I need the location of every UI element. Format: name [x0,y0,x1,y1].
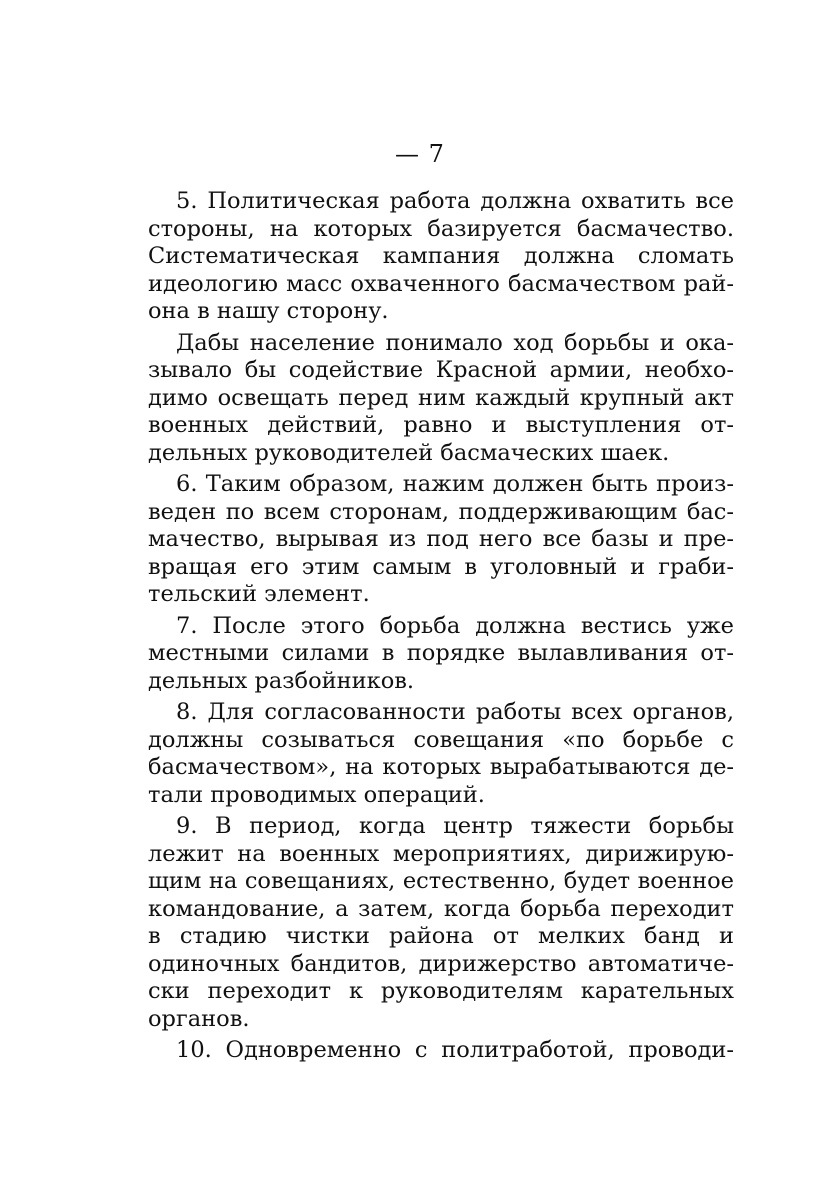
text-line: местными силами в порядке вылавливания от- [148,640,734,666]
text-line: ски переходит к руководителям карательных [148,978,734,1004]
paragraph-5 [148,188,734,326]
text-line: Дабы население понимало ход борьбы и ока- [176,329,734,356]
text-line: органов. [148,1005,250,1032]
paragraph-6 [148,471,734,609]
text-line: дельных разбойников. [148,667,415,694]
text-line: лежит на военных мероприятиях, дирижирую- [148,840,734,867]
text-line: стороны, на которых базируется басмачество. [148,215,734,242]
text-line: 5. Политическая работа должна охватить все [176,188,734,214]
text-line: вращая его этим самым в уголовный и граби- [148,553,734,580]
text-line: щим на совещаниях, естественно, будет военное [148,868,734,894]
text-line: веден по всем сторонам, поддерживающим бас- [148,498,734,525]
text-line: в стадию чистки района от мелких банд и [148,923,734,949]
text-line: димо освещать перед ним каждый крупный акт [148,384,734,411]
body-text [148,188,734,1069]
paragraph-10 [148,1037,734,1065]
text-line: военных действий, равно и выступления от- [148,412,734,438]
text-line: она в нашу сторону. [148,298,389,324]
text-line: 8. Для согласованности работы всех органов, [176,699,734,725]
text-line: командование, а затем, когда борьба переходит [148,895,734,922]
paragraph-daby [148,330,734,468]
text-line: 9. В период, когда центр тяжести борьбы [176,813,734,839]
text-line: должны созываться совещания «по борьбе с [148,726,734,753]
text-line: 6. Таким образом, нажим должен быть произ- [176,471,734,497]
text-line: зывало бы содействие Красной армии, необхо- [148,357,734,383]
paragraph-7 [148,613,734,696]
text-line: Систематическая кампания должна сломать [148,243,734,269]
text-line: 7. После этого борьба должна вестись уже [176,612,734,639]
text-line: дельных руководителей басмаческих шаек. [148,439,670,466]
text-line: тельский элемент. [148,581,370,607]
text-line: басмачеством», на которых вырабатываются де- [148,754,734,780]
page-number: — 7 [395,140,445,168]
text-line: тали проводимых операций. [148,781,485,808]
text-line: мачество, вырывая из под него все базы и пре- [148,526,734,552]
text-line: идеологию масс охваченного басмачеством рай- [148,270,734,297]
text-line: одиночных бандитов, дирижерство автоматиче- [148,950,734,977]
paragraph-9 [148,813,734,1033]
paragraph-8 [148,699,734,809]
text-line: 10. Одновременно с политработой, проводи- [176,1037,734,1063]
